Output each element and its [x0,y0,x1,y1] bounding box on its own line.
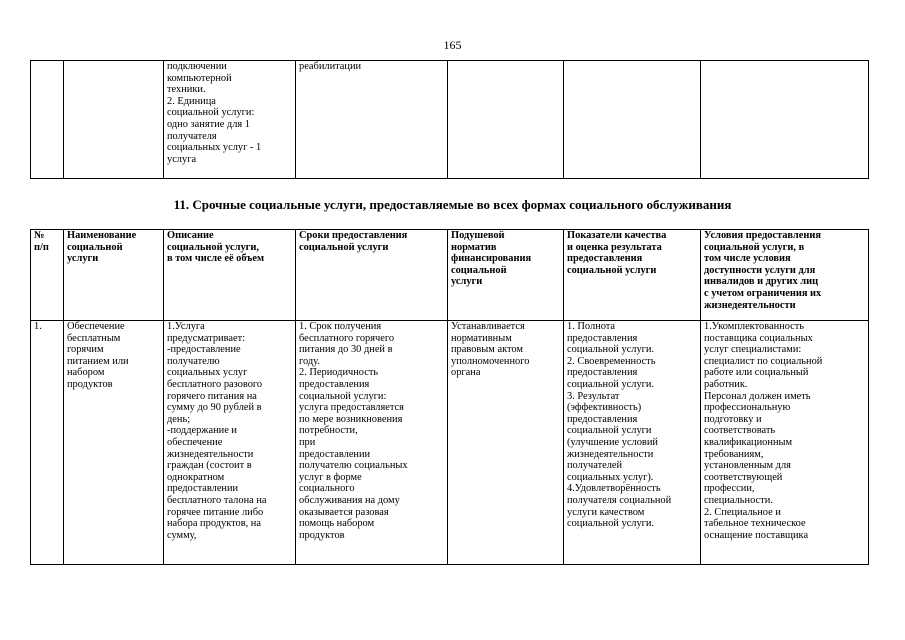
continued-table [30,60,869,179]
header-quality: Показатели качества и оценка результата предоставления социальной услуги [564,230,701,321]
header-service-name: Наименование социальной услуги [64,230,164,321]
header-terms: Сроки предоставления социальной услуги [296,230,448,321]
cell-service-name: Обеспечение бесплатным горячим питанием или набором продуктов [64,321,164,565]
table-row [31,61,869,179]
header-financing: Подушевой норматив финансирования социальной услуги [448,230,564,321]
table-cell [31,61,64,179]
header-conditions: Условия предоставления социальной услуги, в том числе условия доступности услуги для инвалидов и других лиц с учетом ограничения их жизнедеятельности [701,230,869,321]
table-cell [701,61,869,179]
section-title: 11. Срочные социальные услуги, предоставляемые во всех формах социального обслуживания [173,197,732,212]
cell-quality: 1. Полнота предоставления социальной услуги. 2. Своевременность предоставления социальной услуги. 3. Результат (эффективность) предоставления социальной услуги (улучшение условий жизнедеятельности получателей социальных услуг). 4.Удовлетворённость получателя социальной услуги качеством социальной услуги. [564,321,701,565]
table-header-row [31,230,869,321]
table-row [31,321,869,565]
cell-financing: Устанавливается нормативным правовым актом уполномоченного органа [448,321,564,565]
table-cell [564,61,701,179]
cell-conditions: 1.Укомплектованность поставщика социальных услуг специалистами: специалист по социальной работе или социальный работник. Персонал должен иметь профессиональную подготовку и соответствовать квалификационным требованиям, установленным для соответствующей профессии, специальности. 2. Специальное и табельное техническое оснащение поставщика [701,321,869,565]
header-description: Описание социальной услуги, в том числе её объем [164,230,296,321]
table-cell: подключении компьютерной техники. 2. Единица социальной услуги: одно занятие для 1 получателя социальных услуг - 1 услуга [164,61,296,179]
cell-terms: 1. Срок получения бесплатного горячего питания до 30 дней в году. 2. Периодичность предоставления социальной услуги: услуга предоставляется по мере возникновения потребности, при предоставлении получателю социальных услуг в форме социального обслуживания на дому оказывается разовая помощь набором продуктов [296,321,448,565]
table-cell [448,61,564,179]
page-number: 165 [443,38,462,52]
header-number: № п/п [31,230,64,321]
table-cell [64,61,164,179]
cell-description: 1.Услуга предусматривает: -предоставление получателю социальных услуг бесплатного разового горячего питания на сумму до 90 рублей в день; -поддержание и обеспечение жизнедеятельности граждан (состоит в однократном предоставлении бесплатного талона на горячее питание либо набора продуктов, на сумму, [164,321,296,565]
services-table [30,229,869,565]
cell-number: 1. [31,321,64,565]
table-cell: реабилитации [296,61,448,179]
